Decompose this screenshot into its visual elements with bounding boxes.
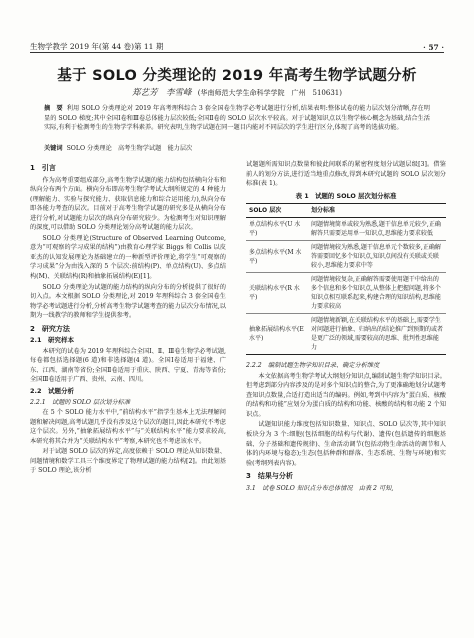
table-cell-criteria: 问题情境新颖,在关联结构水平的基础上,需要学生对问题进行抽象、归纳出的结论推广到预期的或者是更广泛的领域,需要较高的思维、批判性思维能力 [308, 314, 446, 355]
keywords [44, 144, 430, 154]
abstract [44, 104, 430, 133]
section-heading-results: 3 结果与分析 [246, 472, 293, 481]
author-line [20, 86, 454, 98]
section-heading-intro: 1 引言 [30, 164, 56, 172]
table-row [246, 241, 446, 273]
table-header-level: SOLO 层次 [246, 204, 308, 218]
paragraph-fragment: 由表 2 可知, [358, 484, 394, 492]
table-header-criteria: 划分标准 [308, 204, 446, 218]
paragraph: 试题题所需知识点数量和彼此间联系的紧密程度划分试题层级[3]。借鉴前人的划分方法,进行适当地重点修改,得到本研究试题的 SOLO 层次划分标准(表 1)。 [246, 161, 446, 188]
author-affiliation: (华南师范大学生命科学学院 广州 510631) [197, 89, 342, 97]
subsection-heading-analysis: 2.2 试题分析 [30, 387, 75, 396]
solo-criteria-table [246, 203, 446, 355]
subsubsection-heading-criteria: 2.2.1 试题的 SOLO 层次划分标准 [30, 398, 131, 406]
journal-info: 生物学教学 2019 年(第 44 卷)第 11 期 [30, 42, 164, 51]
keywords-label: 关键词 [44, 145, 63, 152]
subsection-heading-distribution [246, 484, 446, 494]
table-row [246, 314, 446, 355]
paragraph: 本文依据高考生物学考试大纲划分知识点,编制试题生物学知识目录。但考虑到部分内容涉及的是对多个知识点的整合,为了更准确地划分试题考查知识点数量,合适打造出适当的编码。例如,考到中内容为“蛋白质、核酸的结构和功能”应划分为蛋白质的结构和功能、核酸的结构和功能 2 个知识点。 [246, 372, 446, 418]
abstract-label: 摘 要 [44, 105, 63, 112]
paragraph: SOLO 分类理论(Structure of Observed Learning Outcome,意为“可观察的学习成果的结构”)由教育心理学家 Biggs 和 Collis 以皮亚杰的认知发展理论为基础建立的一种新型评价理论,将学生“可观察的学习成果”分为由浅入深的 5 个层次:前结构(P)、单点结构(U)、多点结构(M)、关联结构(R)和抽象拓展结构(E)[1]。 [30, 234, 226, 281]
running-header [30, 38, 444, 53]
table-row [246, 218, 446, 241]
author-names: 郑艺芳 李雪峰 [132, 88, 192, 98]
table-cell-level: 多点结构水平(M 水平) [246, 241, 308, 273]
table-cell-criteria: 问题情境较为熟悉,题干信息单元个数较多,正确解答需要回忆多个知识点,知识点间没有关联或关联较小,思维能力要求中等 [308, 241, 446, 273]
table-cell-level: 关联结构水平(R 水平) [246, 273, 308, 314]
abstract-text-2: 研究表明,生物学试题在同一题目内能对不同层次的学生进行区分,体现了高考的选拔功能。 [157, 124, 403, 132]
table-cell-level: 抽象拓展结构水平(E 水平) [246, 314, 308, 355]
paragraph: 作为高考重要组成部分,高考生物学试题的能力结构包括横向分布和纵向分布两个方面。横向分布即高考生物学考试大纲所规定的 4 种能力(理解能力、实验与探究能力、获取信息能力和综合运用能力),纵向分布即各能力考查的层次。目前对于高考生物学试题的研究多是从横向分布进行分析,对试题能力层次的纵向分布研究较少。为检测考生对知识理解的深度,可以借助 SOLO 分类理论划分高考试题的能力层次。 [30, 176, 226, 232]
subsection-heading-sample: 2.1 研究样本 [30, 336, 75, 345]
abstract-text: 利用 SOLO 分类理论对 2019 年高考理科综合 3 套全国卷生物学必考试题进行分析,结果表明:整体试卷的能力层次划分清晰,存在明显的 SOLO 梯度;其中全国Ⅰ卷和Ⅲ卷总体能力层次较低;全国Ⅱ卷的 SOLO 层次水平较高。对于试题知识点以生物学核心概念为基础,结合生活实际,有利于检测考生的生物学学科素养。 [44, 105, 430, 132]
right-column [246, 160, 446, 494]
paragraph: 在 5 个 SOLO 能力水平中,“前结构水平”指学生基本上无法理解问题和解决问题,高考试题几乎没有涉及这个层次的题目,因此本研究不考虑这个层次。另外,“抽象拓展结构水平”与“关联结构水平”能力要求较高,本研究将其合并为“关联结构水平”考察,本研究也不考虑该水平。 [30, 409, 226, 445]
table-row [246, 273, 446, 314]
paragraph: 试题知识能力维度包括知识数量、知识点、SOLO 层次等,其中知识板块分为 3 个:细胞(包括细胞的结构与代谢)、遗传(包括遗传的细胞基础、分子基础和遗传规律)、生命活动调节(包括动物生命活动的调节和人体的内环境与稳态);生态(包括种群和群落、生态系统、生物与环境)和实验(考纲列表内容)。 [246, 421, 446, 467]
paragraph: SOLO 分类理论为试题的能力结构的纵向分布的分析提供了很好的切入点。本文根据 SOLO 分类理论,对 2019 年理科综合 3 套全国卷生物学必考试题进行分析,分析高考生物学试题考查的能力层次分布情况,以期为一线教学的教师和学生提供参考。 [30, 283, 226, 320]
table-cell-criteria: 问题情境较复杂,正确解答需要使用题干中给出的多个信息和多个知识点,从整体上把握问题,将多个知识点相互联系起来,构建合理的知识结构,思维能力要求较高 [308, 273, 446, 314]
paragraph: 本研究的试卷为 2019 年理科综合全国Ⅰ、Ⅱ、Ⅲ卷生物学必考试题,每卷都包括选择题(6 道)和非选择题(4 道)。全国Ⅰ卷适用于福建、广东、江西、湖南等省份;全国Ⅱ卷适用于重庆、陕西、宁夏、青海等省份;全国Ⅲ卷适用于广西、贵州、云南、四川。 [30, 347, 226, 384]
subsubsection-heading-catalog: 2.2.2 编制试题生物学知识目录、确定分析维度 [246, 362, 380, 370]
left-column [30, 160, 226, 477]
keywords-text: SOLO 分类理论 高考生物学试题 能力层次 [66, 145, 193, 152]
table-title: 表 1 试题的 SOLO 层次划分标准 [295, 191, 397, 200]
page-number: · 57 · [423, 43, 444, 52]
subsection-heading-distribution-text: 3.1 试卷 SOLO 知识点分布总体情况 [246, 484, 353, 492]
paragraph: 对于试题 SOLO 层次的界定,高度依赖于 SOLO 理论从知识数量、问题情境和数学工具三个维度界定了物理试题的能力结构[2]。由此划基于 SOLO 理论,该分析 [30, 448, 226, 475]
section-heading-method: 2 研究方法 [30, 324, 70, 333]
paper-title: 基于 SOLO 分类理论的 2019 年高考生物学试题分析 [57, 68, 417, 84]
table-cell-criteria: 问题情境简单或较为熟悉,题干信息单元较少,正确解答只需要运用单一知识点,思维能力要求较低 [311, 221, 441, 238]
table-cell-level: 单点结构水平(U 水平) [249, 221, 301, 238]
